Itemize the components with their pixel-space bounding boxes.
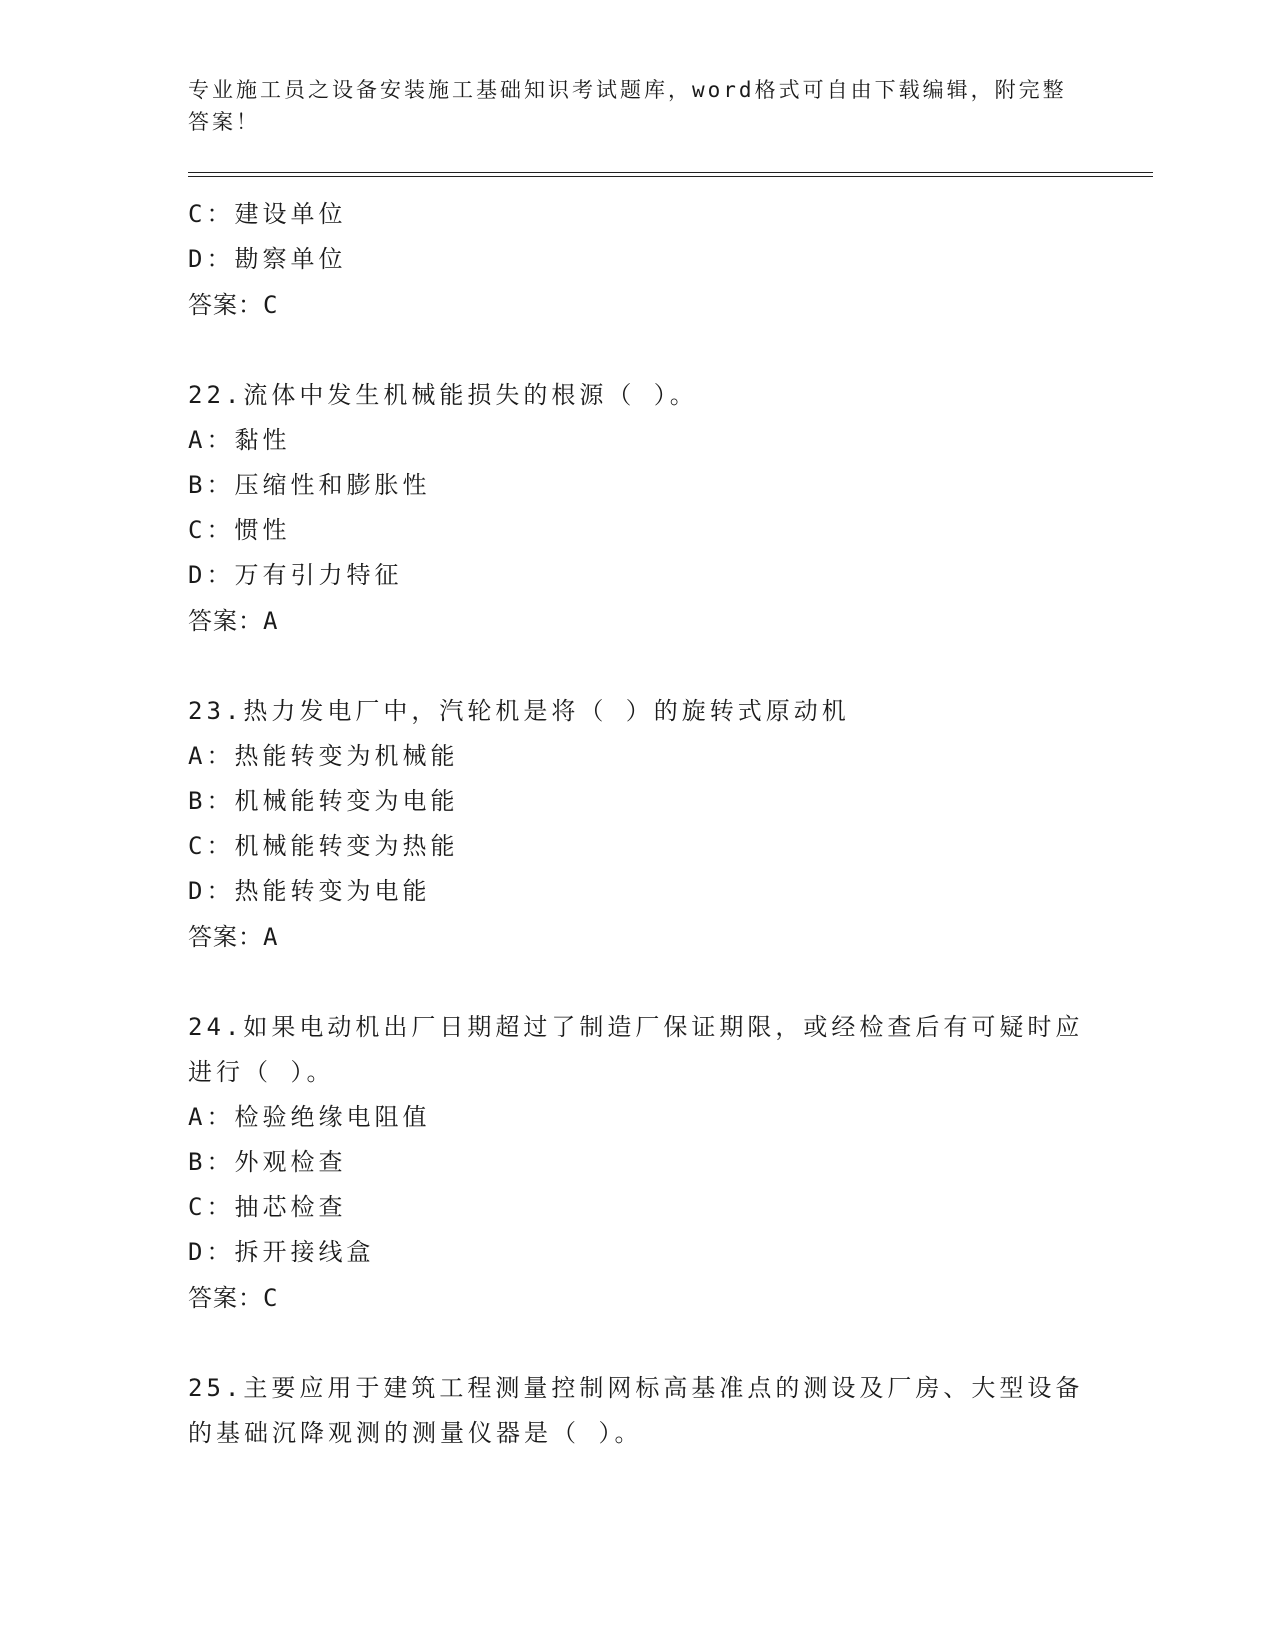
answer-label: 答案：: [188, 1284, 263, 1312]
answer-label: 答案：: [188, 291, 263, 319]
answer-line: [188, 282, 1088, 328]
answer-value: A: [263, 607, 279, 635]
answer-label: 答案：: [188, 607, 263, 635]
document-header: 专业施工员之设备安装施工基础知识考试题库，word格式可自由下载编辑，附完整答案！: [188, 78, 1067, 134]
option-d: D：热能转变为电能: [188, 877, 431, 905]
option-d: D：勘察单位: [188, 245, 347, 273]
answer-value: C: [263, 291, 279, 319]
question-stem: 24.如果电动机出厂日期超过了制造厂保证期限，或经检查后有可疑时应进行（ ）。: [188, 1013, 1084, 1086]
answer-value: A: [263, 923, 279, 951]
option-b: B：机械能转变为电能: [188, 787, 459, 815]
answer-line: [188, 914, 1088, 960]
option-c: C：惯性: [188, 516, 291, 544]
answer-line: [188, 1275, 1088, 1321]
option-a: A：检验绝缘电阻值: [188, 1103, 431, 1131]
question-stem: 25.主要应用于建筑工程测量控制网标高基准点的测设及厂房、大型设备的基础沉降观测的测量仪器是（ ）。: [188, 1374, 1084, 1447]
question-list: [188, 192, 1088, 1456]
question-stem: 23.热力发电厂中，汽轮机是将（ ）的旋转式原动机: [188, 697, 850, 725]
header-rule-top: [188, 172, 1153, 173]
option-d: D：万有引力特征: [188, 561, 403, 589]
option-d: D：拆开接线盒: [188, 1238, 375, 1266]
answer-line: [188, 598, 1088, 644]
option-a: A：热能转变为机械能: [188, 742, 459, 770]
option-b: B：压缩性和膨胀性: [188, 471, 431, 499]
question-stem: 22.流体中发生机械能损失的根源（ ）。: [188, 381, 698, 409]
option-c: C：建设单位: [188, 200, 347, 228]
option-c: C：机械能转变为热能: [188, 832, 459, 860]
answer-value: C: [263, 1284, 279, 1312]
header-rule-bottom: [188, 176, 1153, 177]
answer-label: 答案：: [188, 923, 263, 951]
option-a: A：黏性: [188, 426, 291, 454]
option-c: C：抽芯检查: [188, 1193, 347, 1221]
option-b: B：外观检查: [188, 1148, 347, 1176]
